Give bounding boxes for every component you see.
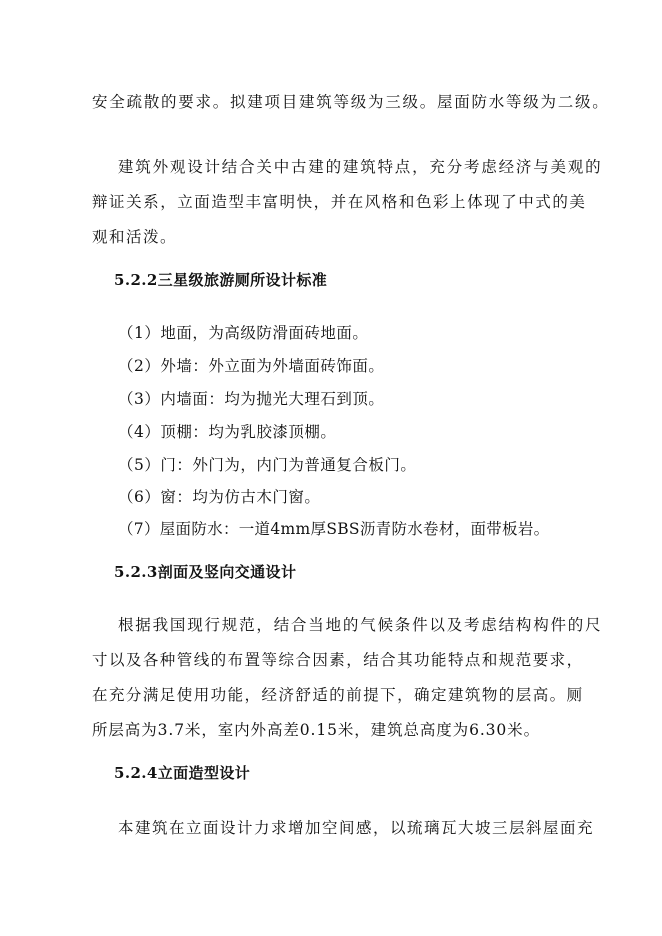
section-5-2-3-line-4: 所层高为3.7米，室内外高差0.15米，建筑总高度为6.30米。 — [92, 721, 540, 739]
paragraph-2-line-3: 观和活泼。 — [92, 228, 178, 246]
paragraph-2-line-2: 辩证关系，立面造型丰富明快，并在风格和色彩上体现了中式的美 — [92, 193, 587, 211]
section-5-2-3-line-2: 寸以及各种管线的布置等综合因素，结合其功能特点和规范要求， — [92, 651, 584, 669]
paragraph-1-line-1: 安全疏散的要求。拟建项目建筑等级为三级。屋面防水等级为二级。 — [92, 93, 610, 111]
paragraph-2-line-1: 建筑外观设计结合关中古建的建筑特点，充分考虑经济与美观的 — [118, 158, 603, 176]
list-item-4: （4）顶棚：均为乳胶漆顶棚。 — [118, 423, 337, 441]
list-item-3: （3）内墙面：均为抛光大理石到顶。 — [118, 390, 385, 408]
list-item-6: （6）窗：均为仿古木门窗。 — [118, 488, 321, 506]
list-item-5: （5）门：外门为，内门为普通复合板门。 — [118, 456, 417, 474]
section-5-2-2-heading: 5.2.2三星级旅游厕所设计标准 — [114, 271, 328, 289]
section-5-2-3-line-3: 在充分满足使用功能，经济舒适的前提下，确定建筑物的层高。厕 — [92, 686, 584, 704]
section-5-2-4-line-1: 本建筑在立面设计力求增加空间感，以琉璃瓦大坡三层斜屋面充 — [118, 819, 595, 837]
section-5-2-3-heading: 5.2.3剖面及竖向交通设计 — [114, 563, 297, 581]
list-item-2: （2）外墙：外立面为外墙面砖饰面。 — [118, 357, 385, 375]
section-5-2-3-line-1: 根据我国现行规范，结合当地的气候条件以及考虑结构构件的尺 — [118, 616, 603, 634]
list-item-1: （1）地面，为高级防滑面砖地面。 — [118, 324, 369, 342]
section-5-2-4-heading: 5.2.4立面造型设计 — [114, 764, 251, 782]
list-item-7: （7）屋面防水：一道4mm厚SBS沥青防水卷材，面带板岩。 — [118, 520, 550, 538]
